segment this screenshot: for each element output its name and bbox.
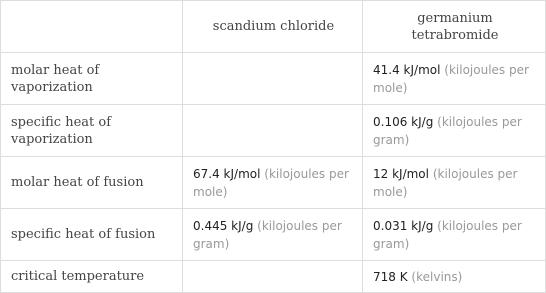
unit: (kelvins) — [411, 269, 463, 284]
column-header-germanium-tetrabromide: germanium tetrabromide — [363, 1, 546, 53]
unit: (kilojoules per gram) — [373, 114, 522, 147]
unit: (kilojoules per mole) — [373, 166, 518, 199]
value-cell — [183, 209, 363, 261]
value-cell — [363, 209, 546, 261]
row-label: critical temperature — [1, 261, 183, 293]
value: 0.445 kJ/g — [193, 218, 254, 233]
unit: (kilojoules per gram) — [193, 218, 342, 251]
value: 67.4 kJ/mol — [193, 166, 261, 181]
corner-cell — [1, 1, 183, 53]
value-cell — [183, 261, 363, 293]
value-cell — [363, 261, 546, 293]
value-cell — [363, 105, 546, 157]
table-row — [1, 209, 546, 261]
value: 41.4 kJ/mol — [373, 62, 441, 77]
unit: (kilojoules per mole) — [193, 166, 349, 199]
value: 718 K — [373, 269, 408, 284]
value: 12 kJ/mol — [373, 166, 429, 181]
row-label: molar heat of vaporization — [1, 53, 183, 105]
value-cell — [183, 157, 363, 209]
table-row — [1, 53, 546, 105]
row-label: specific heat of fusion — [1, 209, 183, 261]
unit: (kilojoules per gram) — [373, 218, 522, 251]
value-cell — [363, 53, 546, 105]
value-cell — [363, 157, 546, 209]
value: 0.106 kJ/g — [373, 114, 434, 129]
header-row — [1, 1, 546, 53]
value: 0.031 kJ/g — [373, 218, 434, 233]
table-row — [1, 261, 546, 293]
value-cell — [183, 105, 363, 157]
row-label: molar heat of fusion — [1, 157, 183, 209]
table-row — [1, 105, 546, 157]
table-row — [1, 157, 546, 209]
row-label: specific heat of vaporization — [1, 105, 183, 157]
unit: (kilojoules per mole) — [373, 62, 529, 95]
value-cell — [183, 53, 363, 105]
column-header-scandium-chloride: scandium chloride — [183, 1, 363, 53]
